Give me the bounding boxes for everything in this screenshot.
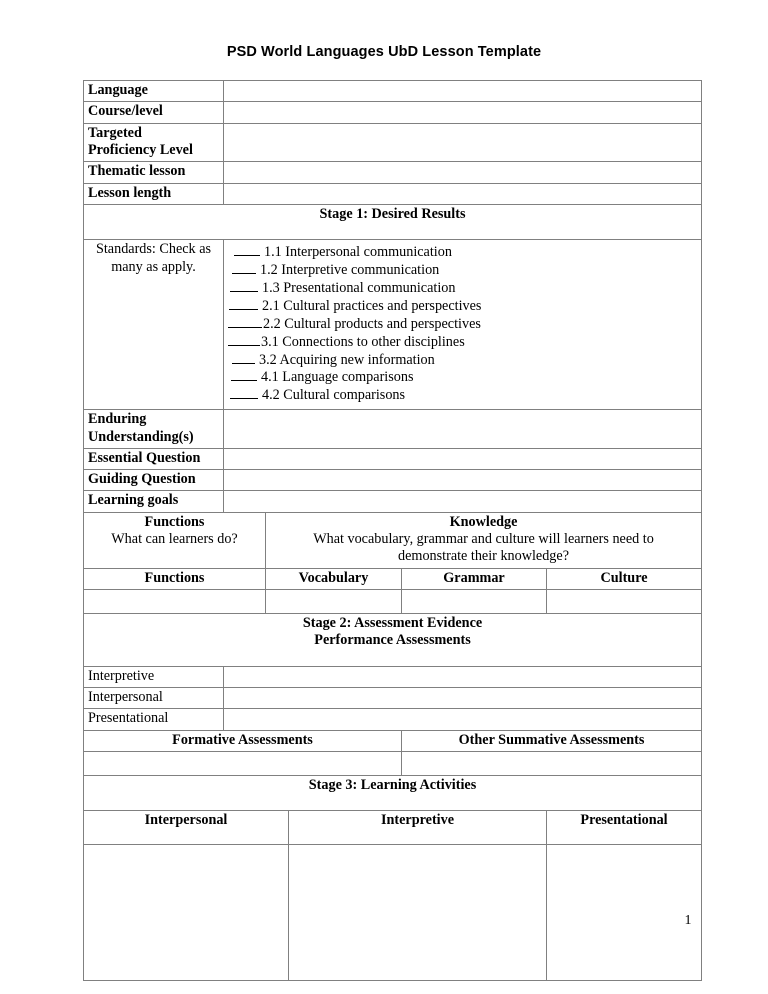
stage1-banner-text: Stage 1: Desired Results: [319, 205, 466, 222]
knowledge-header: [266, 512, 702, 568]
field-value-course-level[interactable]: [224, 102, 702, 123]
field-label-enduring-understanding: [84, 410, 224, 449]
field-label-essential-question: Essential Question: [84, 448, 224, 469]
standard-item[interactable]: [228, 280, 697, 298]
standard-label: 2.2 Cultural products and perspectives: [263, 315, 481, 332]
lesson-template-table: [83, 80, 702, 981]
field-label-targeted-proficiency-level: [84, 123, 224, 162]
cell-vocabulary-entry[interactable]: [266, 590, 402, 614]
mode-value-presentational[interactable]: [224, 709, 702, 730]
field-label-guiding-question: Guiding Question: [84, 470, 224, 491]
column-header-grammar: Grammar: [402, 568, 547, 589]
table-row-stage3-column-headers: [84, 811, 702, 845]
column-header-other-summative-assessments: Other Summative Assessments: [402, 730, 702, 751]
table-row-knowledge-column-headers: [84, 568, 702, 589]
field-value-targeted-proficiency-level[interactable]: [224, 123, 702, 162]
checkbox-blank-icon[interactable]: [228, 317, 262, 328]
standards-checklist: [228, 241, 697, 407]
stage2-banner-spacer: [88, 650, 697, 664]
cell-other-summative-assessments-entry[interactable]: [402, 751, 702, 775]
field-label-line2: Understanding(s): [88, 428, 194, 445]
standard-item[interactable]: [228, 298, 697, 316]
knowledge-header-subtitle-line2: demonstrate their knowledge?: [398, 548, 569, 565]
stage2-banner: [84, 614, 702, 667]
stage3-banner-text: Stage 3: Learning Activities: [308, 776, 477, 793]
table-row-assessment-entries: [84, 751, 702, 775]
column-header-vocabulary: Vocabulary: [266, 568, 402, 589]
standards-label: [84, 240, 224, 410]
checkbox-blank-icon[interactable]: [232, 352, 255, 363]
cell-formative-assessments-entry[interactable]: [84, 751, 402, 775]
standard-item[interactable]: [228, 244, 697, 262]
standard-item[interactable]: [228, 387, 697, 405]
column-header-interpretive: Interpretive: [289, 811, 547, 845]
table-row-knowledge-entries: [84, 590, 702, 614]
table-row-language: [84, 81, 702, 102]
field-value-guiding-question[interactable]: [224, 470, 702, 491]
field-value-learning-goals[interactable]: [224, 491, 702, 512]
stage3-banner-spacer: [88, 794, 697, 808]
standard-label: 1.3 Presentational communication: [262, 279, 456, 296]
mode-label-interpretive: Interpretive: [84, 666, 224, 687]
checkbox-blank-icon[interactable]: [234, 245, 260, 256]
standard-label: 1.1 Interpersonal communication: [264, 244, 452, 261]
knowledge-header-subtitle-line1: What vocabulary, grammar and culture will learners need to: [313, 531, 654, 548]
table-row-essential-question: [84, 448, 702, 469]
standard-item[interactable]: [228, 369, 697, 387]
checkbox-blank-icon[interactable]: [232, 263, 256, 274]
page-number: 1: [684, 913, 692, 928]
table-row-stage2-banner: [84, 614, 702, 667]
checkbox-blank-icon[interactable]: [231, 370, 257, 381]
cell-grammar-entry[interactable]: [402, 590, 547, 614]
standard-label: 2.1 Cultural practices and perspectives: [262, 297, 482, 314]
field-label-line2: Proficiency Level: [88, 141, 193, 158]
table-row-targeted-proficiency-level: [84, 123, 702, 162]
field-label-learning-goals: Learning goals: [84, 491, 224, 512]
field-value-enduring-understanding[interactable]: [224, 410, 702, 449]
field-value-thematic-lesson[interactable]: [224, 162, 702, 183]
mode-value-interpretive[interactable]: [224, 666, 702, 687]
standard-label: 4.2 Cultural comparisons: [262, 387, 406, 404]
mode-value-interpersonal[interactable]: [224, 687, 702, 708]
cell-culture-entry[interactable]: [547, 590, 702, 614]
checkbox-blank-icon[interactable]: [230, 281, 258, 292]
standard-item[interactable]: [228, 334, 697, 352]
table-row-assessment-headers: [84, 730, 702, 751]
table-row-standards: [84, 240, 702, 410]
stage1-banner: [84, 204, 702, 239]
table-row-mode-interpersonal: [84, 687, 702, 708]
standard-item[interactable]: [228, 352, 697, 370]
stage3-banner: [84, 775, 702, 810]
stage2-banner-line2: Performance Assessments: [314, 632, 471, 649]
stage2-banner-line1: Stage 2: Assessment Evidence: [302, 615, 483, 632]
standard-label: 1.2 Interpretive communication: [260, 262, 440, 279]
field-value-essential-question[interactable]: [224, 448, 702, 469]
table-row-mode-interpretive: [84, 666, 702, 687]
field-label-lesson-length: Lesson length: [84, 183, 224, 204]
standard-item[interactable]: [228, 262, 697, 280]
table-row-learning-goals: [84, 491, 702, 512]
column-header-culture: Culture: [547, 568, 702, 589]
table-row-course-level: [84, 102, 702, 123]
standard-item[interactable]: [228, 316, 697, 334]
column-header-interpersonal: Interpersonal: [84, 811, 289, 845]
field-label-line1: Enduring: [88, 411, 147, 428]
standards-checklist-cell: [224, 240, 702, 410]
table-row-thematic-lesson: [84, 162, 702, 183]
mode-label-presentational: Presentational: [84, 709, 224, 730]
standards-label-line2: many as apply.: [111, 258, 196, 275]
table-row-stage3-banner: [84, 775, 702, 810]
field-label-thematic-lesson: Thematic lesson: [84, 162, 224, 183]
field-label-course-level: Course/level: [84, 102, 224, 123]
field-label-line1: Targeted: [88, 124, 142, 141]
table-row-lesson-length: [84, 183, 702, 204]
cell-functions-entry[interactable]: [84, 590, 266, 614]
table-row-guiding-question: [84, 470, 702, 491]
table-row-mode-presentational: [84, 709, 702, 730]
standard-label: 3.2 Acquiring new information: [259, 351, 435, 368]
field-value-language[interactable]: [224, 81, 702, 102]
column-header-formative-assessments: Formative Assessments: [84, 730, 402, 751]
column-header-functions: Functions: [84, 568, 266, 589]
table-row-enduring-understanding: [84, 410, 702, 449]
knowledge-header-title: Knowledge: [449, 513, 518, 530]
functions-header-subtitle: What can learners do?: [111, 531, 238, 548]
page-title: PSD World Languages UbD Lesson Template: [226, 44, 542, 60]
standard-label: 4.1 Language comparisons: [261, 369, 414, 386]
stage1-banner-spacer: [88, 223, 697, 237]
checkbox-blank-icon[interactable]: [228, 334, 260, 345]
standard-label: 3.1 Connections to other disciplines: [261, 333, 465, 350]
mode-label-interpersonal: Interpersonal: [84, 687, 224, 708]
standards-label-line1: Standards: Check as: [95, 241, 212, 258]
checkbox-blank-icon[interactable]: [229, 299, 258, 310]
field-value-lesson-length[interactable]: [224, 183, 702, 204]
functions-header: [84, 512, 266, 568]
column-header-presentational: Presentational: [547, 811, 702, 845]
field-label-language: Language: [84, 81, 224, 102]
table-row-stage1-banner: [84, 204, 702, 239]
functions-header-title: Functions: [144, 513, 205, 530]
checkbox-blank-icon[interactable]: [230, 388, 258, 399]
table-row-functions-knowledge-header: [84, 512, 702, 568]
